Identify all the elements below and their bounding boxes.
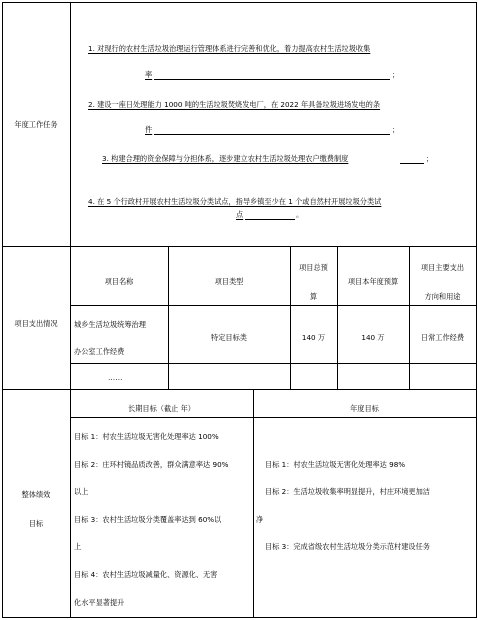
long-term-goals-header: 长期目标（截止 年） — [128, 404, 195, 413]
header-purpose-1: 项目主要支出 — [420, 263, 465, 272]
row-project-name-2: 办公室工作经费 — [74, 347, 125, 356]
annual-goals-header: 年度目标 — [350, 404, 379, 413]
table-border-left — [2, 2, 3, 618]
task-4-line-1: 4. 在 5 个行政村开展农村生活垃圾分类试点，指导乡镇至少在 1 个或自然村开展垃圾分类试 — [88, 197, 382, 206]
overall-goals-label-1: 整体绩效 — [21, 490, 51, 499]
task-3-tail: ； — [426, 154, 434, 163]
annual-goal-line: 净 — [256, 515, 264, 524]
overall-goals-label-2: 目标 — [28, 519, 44, 528]
section-divider-2 — [2, 389, 476, 390]
task-2-line-2: 件 — [145, 125, 153, 134]
row-annual-budget: 140 万 — [361, 333, 385, 342]
header-project-type: 项目类型 — [214, 277, 244, 286]
task-3-line-1: 3. 构建合理的资金保障与分担体系，逐步建立农村生活垃圾处理农户缴费制度 — [102, 154, 349, 163]
section-divider-1 — [2, 246, 476, 247]
annual-goal-line: 目标 2：生活垃圾收集率明显提升，村庄环境更加洁 — [265, 487, 430, 496]
task-1-line-2: 率 — [145, 70, 153, 79]
long-term-goal-line: 目标 3：农村生活垃圾分类覆盖率达到 60%以 — [74, 515, 222, 524]
row-purpose: 日常工作经费 — [420, 333, 465, 342]
expense-col-1 — [168, 246, 169, 389]
label-column-divider — [70, 2, 71, 618]
task-1-line-1: 1. 对现行的农村生活垃圾治理运行管理体系进行完善和优化，着力提高农村生活垃圾收集 — [88, 44, 371, 53]
header-project-name: 项目名称 — [104, 277, 134, 286]
ellipsis-row: …… — [108, 373, 123, 382]
header-total-budget-1: 项目总预 — [299, 263, 328, 272]
row-total-budget: 140 万 — [301, 333, 326, 342]
project-expense-label: 项目支出情况 — [14, 319, 58, 328]
expense-header-divider — [70, 305, 476, 306]
long-term-goal-line: 以上 — [74, 487, 89, 496]
annual-goal-line: 目标 3：完成省级农村生活垃圾分类示范村建设任务 — [265, 542, 430, 551]
annual-goal-line: 目标 1：村农生活垃圾无害化处理率达 98% — [265, 460, 406, 469]
table-border-top — [2, 2, 476, 3]
header-annual-budget: 项目本年度预算 — [347, 277, 399, 286]
expense-col-3 — [337, 246, 338, 389]
long-term-goal-line: 上 — [74, 542, 82, 551]
task-4-tail: 。 — [296, 210, 304, 219]
task-1-tail: ； — [392, 70, 400, 79]
header-total-budget-2: 算 — [309, 292, 318, 301]
expense-row-divider — [70, 363, 476, 364]
task-4-line-2: 点 — [236, 210, 244, 219]
task-2-tail: ； — [392, 125, 400, 134]
goals-header-divider — [70, 417, 476, 418]
row-project-name-1: 城乡生活垃圾统筹治理 — [74, 320, 146, 329]
row-project-type: 特定目标类 — [211, 333, 247, 342]
long-term-goal-line: 目标 2：庄环村镜品质改善，群众满意率达 90% — [74, 460, 229, 469]
long-term-goal-line: 化水平显著提升 — [74, 598, 125, 607]
task-3-blank — [400, 163, 424, 164]
task-2-blank — [154, 134, 390, 135]
long-term-goal-line: 目标 1：村农生活垃圾无害化处理率达 100% — [74, 432, 219, 441]
table-border-right — [476, 2, 477, 618]
long-term-goal-line: 目标 4：农村生活垃圾减量化、资源化、无害 — [74, 570, 218, 579]
table-border-bottom — [2, 617, 476, 618]
annual-tasks-label: 年度工作任务 — [14, 120, 58, 129]
goals-col-divider — [253, 389, 254, 618]
task-4-blank — [245, 219, 295, 220]
task-1-blank — [154, 79, 390, 80]
header-purpose-2: 方向和用途 — [424, 292, 461, 301]
task-2-line-1: 2. 建设一座日处理能力 1000 吨的生活垃圾焚烧发电厂，在 2022 年具备垃圾进场发电的条 — [88, 100, 381, 109]
